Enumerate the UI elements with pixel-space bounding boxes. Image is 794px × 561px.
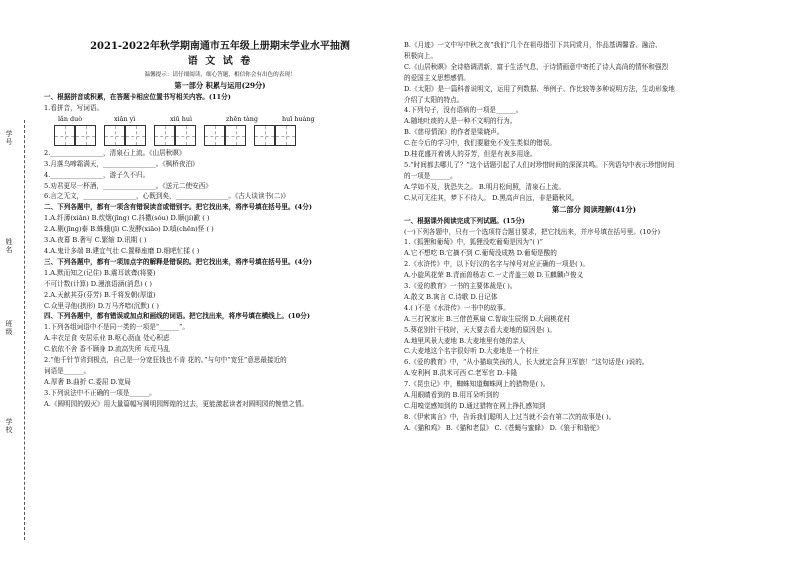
question-line: 5.“时间都去哪儿了？”这个话题引起了人们对珍惜时间的深深共鸣。下列语句中表示珍惜时间: [404, 160, 675, 169]
question-line: 的爱国主义思想感情。: [404, 73, 470, 82]
pinyin-row: [44, 114, 396, 124]
question-line: D.《太阳》是一篇科普说明文，运用了列数据、举例子、作比较等多种说明方法，生动形象地: [404, 84, 675, 93]
question-line: A.安利柯 B.洪米可西 C.老军官 D.卡隆: [404, 369, 518, 378]
binding-gutter: [0, 0, 40, 561]
writing-grid-cell[interactable]: [275, 125, 296, 146]
question-line: 2.________________，清泉石上流。《山居秋暝》: [44, 148, 186, 157]
question-line: A.它不想吃 B.它摘不到 C.葡萄没成熟 D.葡萄是酸的: [404, 249, 557, 258]
right-question-list: [404, 40, 784, 434]
question-line: C.从可无往其，梦下不待人。 D.黑高声自远，非是籍秋风。: [404, 193, 579, 202]
writing-grid-group: [104, 125, 146, 146]
question-line: 介绍了太阳的特点。: [404, 95, 464, 104]
question-line: 5.葵花别针干枝时，天大要去看大麦地的原因是( )。: [404, 325, 556, 334]
section-heading: 三、下列各题中，都有一项加点字的解释是错误的。把它找出来，将序号填在括号里。(4分): [44, 257, 312, 266]
question-line: C.在今后的学习中，我们要避免不发生类似的错误。: [404, 139, 556, 148]
binding-line: [24, 120, 25, 540]
question-line: 4.( )不是《水浒传》一书中的故事。: [404, 303, 510, 312]
right-column: [404, 40, 784, 434]
question-line: 的一项是______。: [404, 171, 457, 180]
question-line: (一)下列各题中，只有一个选项符合题目要求，把它找出来，并序号填在括号里。(10分): [404, 227, 661, 236]
gutter-label-name: 姓名: [5, 238, 13, 254]
question-line: A.地里风景大麦地 B.大麦地里有她的亲人: [404, 336, 526, 345]
pinyin-item: zhēn tàng: [226, 114, 258, 123]
question-line: 1.《狐狸和葡萄》中，狐狸没吃葡萄是因为“( )”: [404, 238, 543, 247]
question-line: B.《月迹》一文中写中秋之夜“我们”几个在祖母指引下共同赏月，作品基调馨香、融洽、: [404, 41, 662, 49]
writing-grid-group: [54, 125, 96, 146]
question-line: C.众里寻他(拱形) D.万马齐喑(沉默) ( ): [44, 301, 159, 310]
question-line: A.学如不及，犹恐失之。 B.明月松间照，清泉石上流。: [404, 182, 565, 191]
writing-grid-cell[interactable]: [254, 125, 275, 146]
gutter-label-id: 学号: [5, 130, 13, 146]
writing-grid-cell[interactable]: [204, 125, 225, 146]
question-line: C.用嗅觉感知到的 D.通过猎物在网上挣扎感知到: [404, 402, 546, 410]
question-line: A.散文 B.寓言 C.诗歌 D.日记体: [404, 292, 498, 301]
question-line: A.随地吐痰的人是一种不文明的行为。: [404, 117, 517, 126]
left-question-list: [44, 92, 396, 410]
question-line: D.桂花盛开着诱人的芬芳，但是有表多用途。: [404, 150, 537, 159]
question-line: 1.A.纤薄(xiān) B.炊烟(jīng) C.抖擞(sǒu) D.顺(jí)歉 ( ): [44, 214, 210, 223]
question-line: 3.月落乌啼霜满天，________________。《枫桥夜泊》: [44, 159, 199, 168]
pinyin-item: xiū huì: [170, 114, 193, 123]
pinyin-item: lǎn duò: [58, 114, 83, 123]
question-line: 8.《伊索寓言》中，告诉我们聪明人上过当就不会有第二次的故事是( )。: [404, 412, 616, 421]
left-column: [44, 40, 396, 410]
writing-grid-cell[interactable]: [225, 125, 246, 146]
gutter-label-class: 班级: [5, 320, 13, 336]
part-one-heading: 第一部分 积累与运用(29分): [174, 81, 266, 90]
writing-grid-row: [44, 124, 396, 148]
question-line: 1.A.默而知之(记住) B.震耳欲聋(将要): [44, 268, 156, 277]
writing-grid-cell[interactable]: [125, 125, 146, 146]
question-line: 4.________________，游子久不归。: [44, 170, 150, 179]
writing-grid-group: [204, 125, 246, 146]
exam-title: 2021-2022年秋学期南通市五年级上册期末学业水平抽测: [90, 41, 350, 52]
writing-grid-group: [254, 125, 296, 146]
question-line: 不可计数(计算) D.漫浪语涵(消息) ( ): [44, 279, 152, 288]
writing-grid-cell[interactable]: [154, 125, 175, 146]
pinyin-item: huī huáng: [282, 114, 315, 123]
question-line: 2.A.天献其芬(芬芳) B.千将发朝(厚道): [44, 290, 156, 299]
question-line: C.《山居秋暝》全诗格调清新，富于生活气息，于诗情画意中寄托了诗人高尚的情怀和强烈: [404, 62, 669, 71]
exam-tip: 温馨提示：请仔细阅读，细心答题，相信你会有出色的表现！: [144, 72, 296, 78]
exam-subtitle: 语 文 试 卷: [187, 56, 253, 67]
question-line: 2.A.剔(jīng)泰 B.蛛蛾(jī) C.发酵(xiāo) D.嗔(chēn)怪 ( ): [44, 225, 214, 234]
question-line: 6.《爱的教育》中，“从小猫取笑孩的人，长大就定会拜卫军旅！”这句话是( )说的。: [404, 358, 649, 367]
question-line: 1.下列各组词语中不是同一类的一项是“______”。: [44, 323, 189, 332]
question-line: A.《猫和鸡》 B.《猫和老鼠》 C.《苍蝇与蜜蜂》 D.《狼于和骆驼》: [404, 423, 603, 432]
question-line: A.三打祝家庄 B.三借芭蕉扇 C.智取生辰纲 D.大闹桃花村: [404, 314, 571, 323]
question-line: A.小旋风花荣 B.青面兽杨志 C.一丈青盖三娘 D.玉麒麟卢俊义: [404, 271, 584, 280]
question-line: 1.看拼音，写词语。: [44, 103, 104, 112]
section-heading: 一、根据课外阅读完成下列试题。(15分): [404, 216, 525, 225]
question-line: C.依依不舍 香不顾身 D.流高失所 兵荒马乱: [44, 345, 170, 354]
question-line: 5.劝君更尽一杯酒，________________。《送元二使安西》: [44, 181, 212, 190]
writing-grid-cell[interactable]: [104, 125, 125, 146]
writing-grid-cell[interactable]: [54, 125, 75, 146]
question-line: A.丰衣足食 安居乐业 B.呕心沥血 处心积虑: [44, 334, 170, 343]
question-line: 3.下列说法中不正确的一项是______。: [44, 388, 156, 397]
writing-grid-cell[interactable]: [175, 125, 196, 146]
section-heading: 二、下列各题中，都有一项含有错误读音或错别字。把它找出来，将序号填在括号里。(4分): [44, 203, 312, 212]
part-heading: 第二部分 阅读理解(41分): [552, 204, 636, 214]
question-line: B.《慈母情深》的作者是梁晓声。: [404, 128, 504, 137]
section-heading: 一、根据拼音或积累，在答题卡相应位置书写相关内容。(11分): [44, 93, 231, 101]
gutter-label-school: 学校: [5, 418, 13, 434]
question-line: A.用眼睛看到的 B.用耳朵听到的: [404, 391, 500, 400]
question-line: 词语是______。: [44, 366, 91, 375]
question-line: A.厚奢 B.曲折 C.委屈 D.宽局: [44, 377, 131, 386]
question-line: 4.下列句子，没有语病的一项是______。: [404, 106, 523, 115]
writing-grid-cell[interactable]: [75, 125, 96, 146]
question-line: 积极向上。: [404, 51, 437, 60]
question-line: 3.A.夜幕 B.奢写 C.繁缩 D.讯期 ( ): [44, 236, 147, 245]
question-line: 2.“他千针节省到极点，自己是一分宽狂钱也不肯 花的。”与句中“宽狂”意思最接近的: [44, 356, 287, 365]
pinyin-item: xiǎn yì: [114, 114, 136, 123]
section-heading: 四、下列各题中，都有错误或加点和画线的词语。把它找出来，将序号填在横线上。(10分): [44, 312, 310, 321]
question-line: 7.《昆虫记》中，蜘蛛知道蜘蛛网上的猎物是( )。: [404, 380, 550, 389]
question-line: 3.《爱的教育》一书的主要体裁是( )。: [404, 282, 517, 291]
question-line: 6.言之无文，________________，心既到矣，________________。《古人谈读书(二)》: [44, 192, 290, 201]
question-line: A.《圆明园的毁灭》用大量篇幅写圆明园辉煌的过去，更能激起读者对圆明园的惋惜之情。: [44, 399, 309, 408]
question-line: 4.A.鬼计多端 B.建宜气壮 C.置释座磨 D.细吧忙揉 ( ): [44, 246, 200, 255]
question-line: 2.《水浒传》中，以下好汉的名字与绰号对应正确的一项是( )。: [404, 260, 589, 269]
question-line: C.大麦地这个名字很好听 D.大麦地是一个村庄: [404, 347, 539, 356]
writing-grid-group: [154, 125, 196, 146]
